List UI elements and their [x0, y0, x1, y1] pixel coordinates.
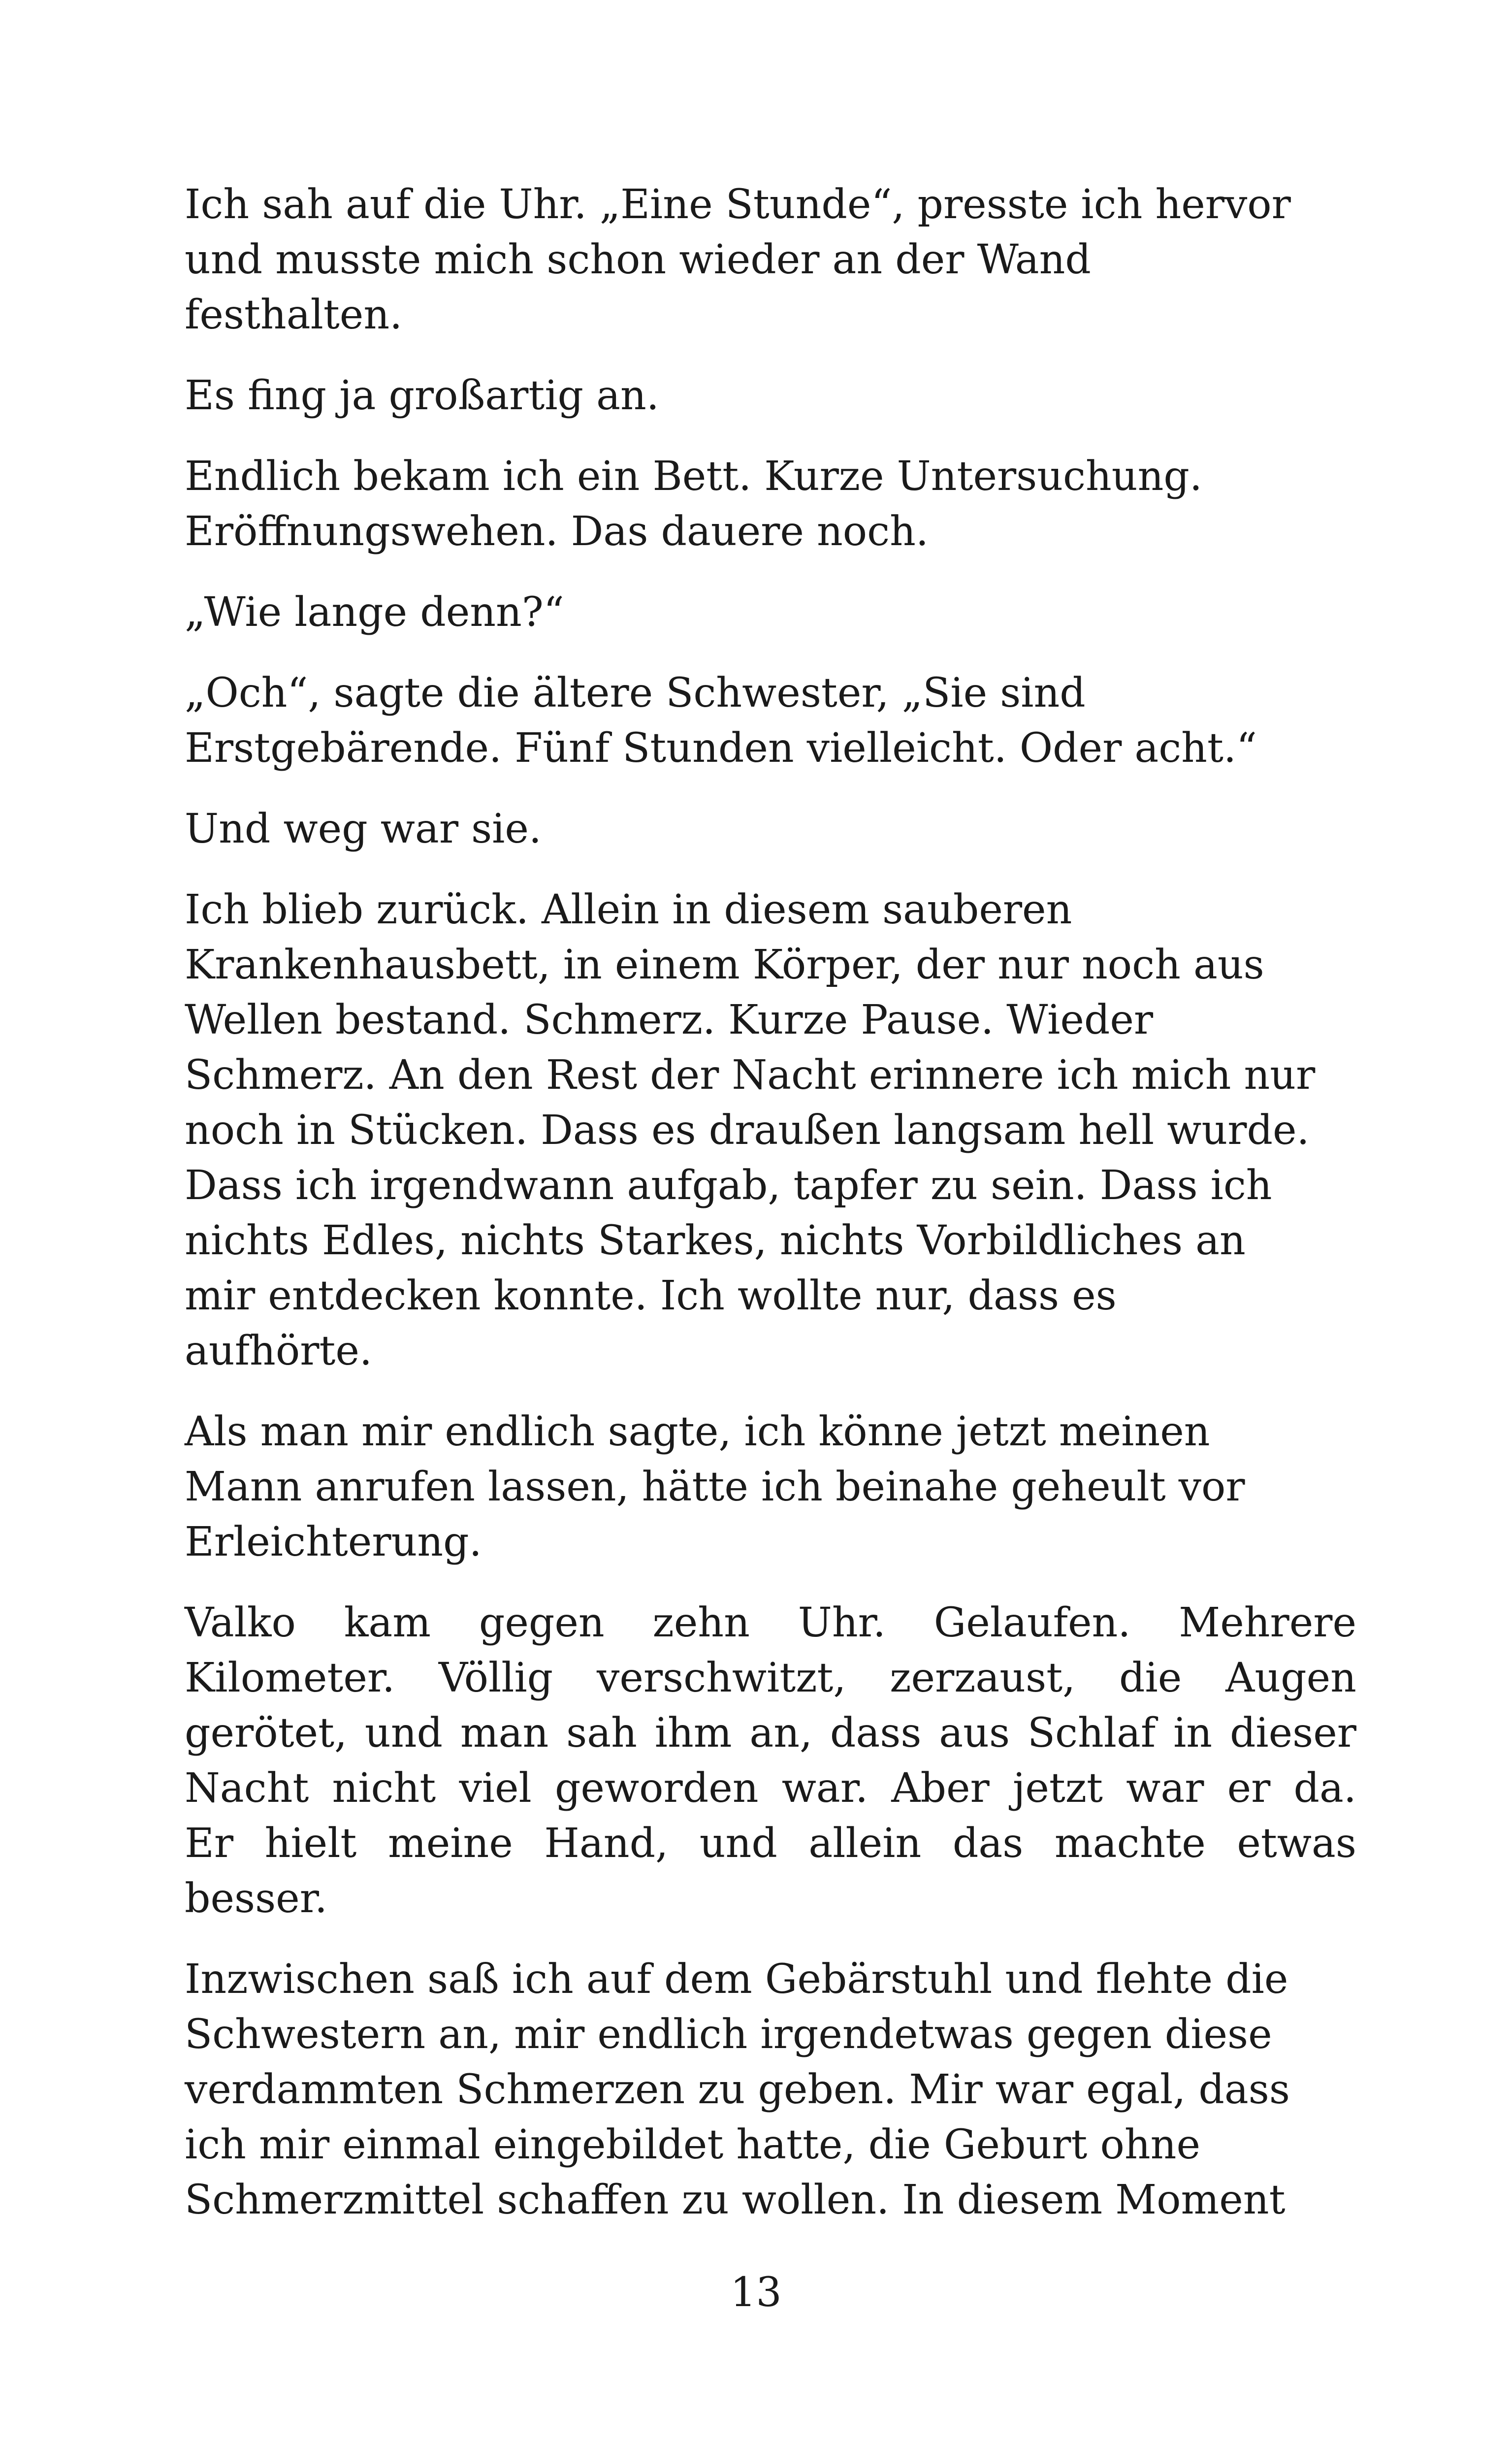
paragraph	[185, 882, 1356, 1379]
paragraph	[185, 449, 1356, 559]
text-line: Erstgebärende. Fünf Stunden vielleicht. Oder acht.“	[185, 725, 1257, 772]
page-number: 13	[730, 2269, 782, 2316]
text-line: gerötet, und man sah ihm an, dass aus Schlaf in dieser	[185, 1710, 1356, 1757]
text-line: Valko kam gegen zehn Uhr. Gelaufen. Mehrere	[185, 1599, 1356, 1646]
text-line: aufhörte.	[185, 1328, 372, 1374]
text-line: „Och“, sagte die ältere Schwester, „Sie sind	[185, 670, 1086, 717]
paragraph	[185, 802, 1356, 857]
text-line: und musste mich schon wieder an der Wand	[185, 236, 1091, 283]
paragraph	[185, 666, 1356, 776]
text-line: Wellen bestand. Schmerz. Kurze Pause. Wieder	[185, 997, 1154, 1043]
text-line: Und weg war sie.	[185, 806, 542, 852]
text-line: Schmerz. An den Rest der Nacht erinnere ich mich nur	[185, 1052, 1316, 1099]
paragraph	[185, 1596, 1356, 1926]
text-line: ich mir einmal eingebildet hatte, die Geburt ohne	[185, 2121, 1200, 2168]
paragraph	[185, 1404, 1356, 1570]
text-line: „Wie lange denn?“	[185, 589, 564, 636]
text-line: Es fing ja großartig an.	[185, 372, 659, 419]
paragraph	[185, 177, 1356, 343]
paragraph	[185, 368, 1356, 423]
text-line: Schwestern an, mir endlich irgendetwas gegen diese	[185, 2011, 1272, 2058]
text-line: Kilometer. Völlig verschwitzt, zerzaust, die Augen	[185, 1655, 1356, 1701]
text-line: Mann anrufen lassen, hätte ich beinahe geheult vor	[185, 1464, 1245, 1510]
text-line: Endlich bekam ich ein Bett. Kurze Untersuchung.	[185, 453, 1202, 500]
text-line: besser.	[185, 1875, 327, 1922]
text-line: Krankenhausbett, in einem Körper, der nur noch aus	[185, 942, 1264, 988]
page-body	[185, 177, 1356, 2253]
text-line: Nacht nicht viel geworden war. Aber jetzt war er da.	[185, 1765, 1356, 1812]
paragraph	[185, 1952, 1356, 2228]
text-line: Inzwischen saß ich auf dem Gebärstuhl und flehte die	[185, 1956, 1288, 2003]
text-line: Schmerzmittel schaffen zu wollen. In diesem Moment	[185, 2177, 1286, 2223]
text-line: Dass ich irgendwann aufgab, tapfer zu sein. Dass ich	[185, 1162, 1272, 1209]
paragraph	[185, 585, 1356, 640]
text-line: Als man mir endlich sagte, ich könne jetzt meinen	[185, 1408, 1210, 1455]
text-line: verdammten Schmerzen zu geben. Mir war egal, dass	[185, 2066, 1290, 2113]
text-line: nichts Edles, nichts Starkes, nichts Vorbildliches an	[185, 1217, 1246, 1264]
text-line: festhalten.	[185, 292, 403, 338]
text-line: Er hielt meine Hand, und allein das machte etwas	[185, 1820, 1356, 1867]
text-line: Ich blieb zurück. Allein in diesem sauberen	[185, 886, 1072, 933]
text-line: Eröffnungswehen. Das dauere noch.	[185, 508, 929, 555]
text-line: mir entdecken konnte. Ich wollte nur, dass es	[185, 1272, 1117, 1319]
text-line: Ich sah auf die Uhr. „Eine Stunde“, presste ich hervor	[185, 181, 1291, 228]
text-line: noch in Stücken. Dass es draußen langsam hell wurde.	[185, 1107, 1310, 1154]
text-line: Erleichterung.	[185, 1519, 482, 1565]
